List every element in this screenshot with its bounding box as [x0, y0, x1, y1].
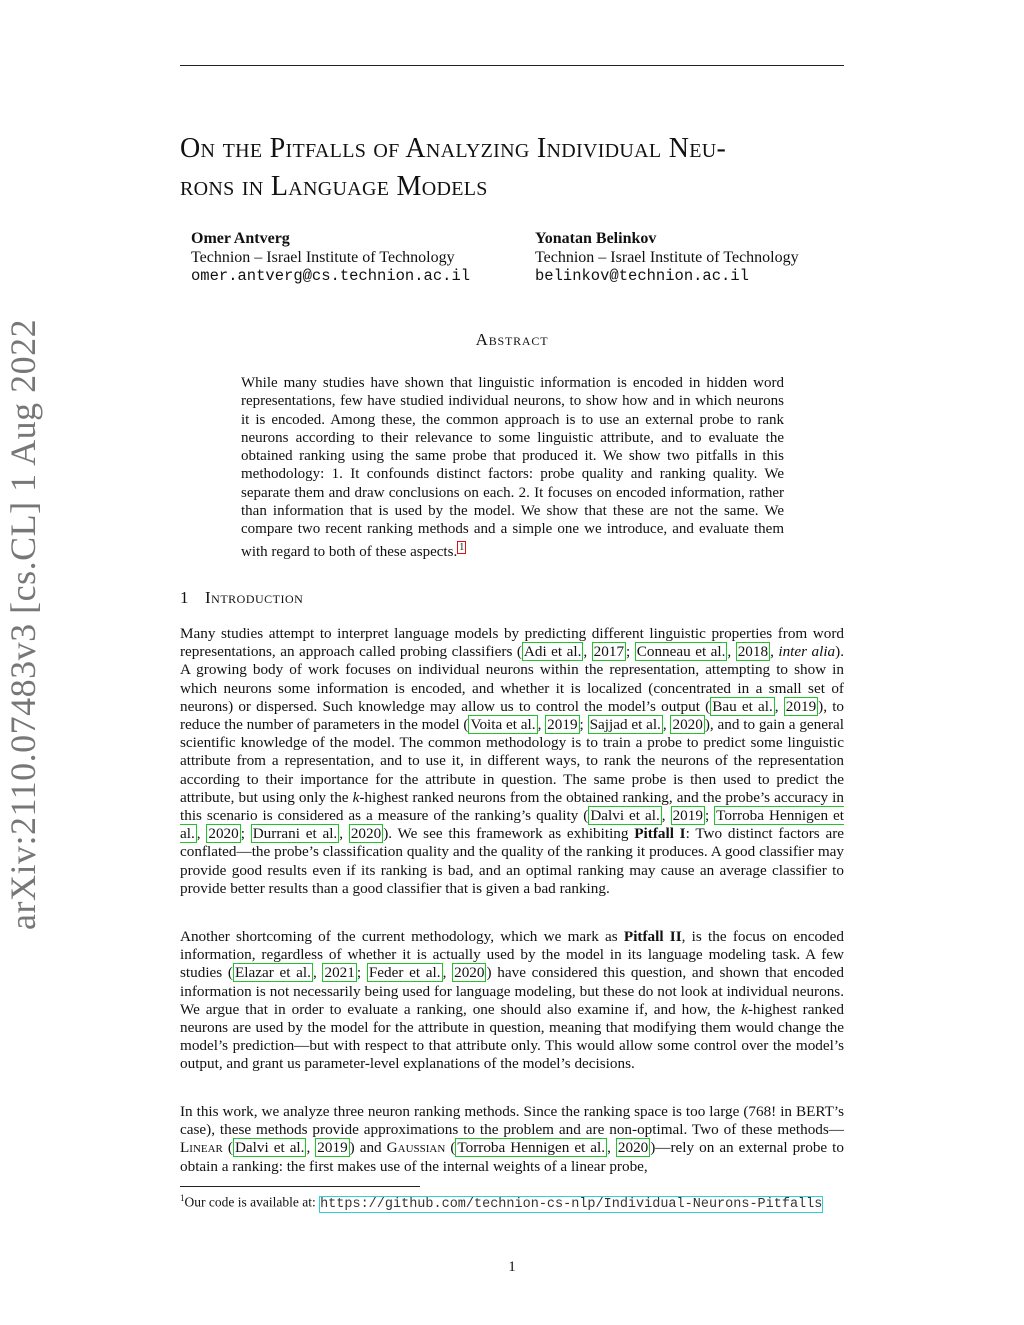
citation-link[interactable]: Durrani et al. — [252, 825, 338, 843]
text-run: )—rely on an external probe to obtain a ranking: the first makes use of the internal weights of a linear probe, — [180, 1139, 844, 1175]
citation-link[interactable]: Torroba Hennigen et al. — [180, 807, 844, 843]
title-line-2: rons in Language Models — [180, 171, 488, 202]
text-run: ( — [445, 1139, 456, 1157]
text-run: ), to reduce the number of parameters in the model ( — [180, 697, 845, 734]
text-run: , is the focus on encoded information, regardless of whether it is actually used by the model in its language modeling task. A few studies ( — [180, 928, 844, 982]
citation-link[interactable]: 2020 — [350, 825, 382, 843]
citation-link[interactable]: 2018 — [737, 643, 769, 661]
text-run: : Two distinct factors are conflated—the probe’s classification quality and the quality of the ranking it produces. A good classifier may provide good results even if its ranking is bad, and an optimal ranking may cause an average classifier to provide better results than a good classifier that is given a bad ranking. — [180, 825, 845, 897]
citation-link[interactable]: Conneau et al. — [636, 643, 726, 661]
citation-link[interactable]: 2020 — [672, 716, 703, 734]
citation-link[interactable]: Sajjad et al. — [589, 716, 661, 734]
citation-link[interactable]: 2020 — [208, 825, 239, 843]
citation-link[interactable]: 2019 — [547, 716, 578, 734]
abstract-text — [241, 374, 784, 561]
footnote-mark: 1 — [180, 1193, 185, 1203]
code-url-link[interactable]: https://github.com/technion-cs-nlp/Individual-Neurons-Pitfalls — [320, 1196, 823, 1212]
citation-link[interactable]: 2020 — [454, 964, 485, 982]
abstract-heading: Abstract — [475, 330, 549, 349]
section-title: Introduction — [205, 588, 304, 607]
page-number: 1 — [508, 1259, 516, 1275]
footnote-text: Our code is available at: — [184, 1194, 320, 1210]
top-rule — [180, 65, 844, 66]
citation-link[interactable]: Voita et al. — [470, 716, 536, 734]
author-affiliation: Technion – Israel Institute of Technology — [191, 249, 455, 266]
text-run: In this work, we analyze three neuron ranking methods. Since the ranking space is too large (768! in BERT’s case), these methods provide approximations to the problem and are non-optimal. Two of these methods— — [180, 1103, 844, 1139]
math-k: k — [741, 1000, 748, 1018]
abstract-body-text: While many studies have shown that linguistic information is encoded in hidden word representations, few have studied individual neurons, to show how and in which neurons it is encoded. Among these, the common approach is to use an external probe to rank neurons according to their relevance to some linguistic attribute, and to evaluate the obtained ranking using the same probe that produced it. We show two pitfalls in this methodology: 1. It confounds distinct factors: probe quality and ranking quality. We separate them and draw conclusions on each. 2. It focuses on encoded information, rather than information that is used by the model. We show that these are not the same. We compare two recent ranking methods and a simple one we introduce, and evaluate them with regard to both of these aspects. — [241, 375, 784, 560]
intro-paragraph-2: Another shortcoming of the current methodology, which we mark as Pitfall II, is the focus on encoded information, regardless of whether it is actually used by the model in its language modeling task. A few studies ( Elazar et al. , 2021 ; Feder et al. , 2020 ) have considered this question, and shown that encoded information is not necessarily being used for language modeling, but these do not look at individual neurons. We argue that in order to evaluate a ranking, one should also examine if, and how, the k-highest ranked neurons are used by the model for the attribute in question, meaning that modifying them would change the model’s prediction—but with respect to that attribute only. This would allow some control over the model’s output, and grant us parameter-level explanations of the model’s decisions. — [180, 928, 844, 1073]
text-run: ). A growing body of work focuses on individual neurons within the representation, attempting to show in which neurons some information is encoded, and whether it is localized (concentrated in a small set of neurons) or dispersed. Such knowledge may allow us to control the model’s output ( — [180, 643, 844, 715]
author-name: Yonatan Belinkov — [535, 230, 657, 247]
text-run: Another shortcoming of the current methodology, which we mark as — [180, 928, 624, 945]
method-name: Linear — [180, 1139, 223, 1157]
pitfall-label: Pitfall II — [623, 928, 682, 945]
footnote — [180, 1190, 848, 1213]
author-email: belinkov@technion.ac.il — [535, 267, 749, 285]
text-run: ) have considered this question, and shown that encoded information is not necessarily being used for language modeling, but these do not look at individual neurons. We argue that in order to evaluate a ranking, one should also examine if, and how, the — [180, 964, 844, 1018]
text-run: ) and — [349, 1139, 387, 1157]
citation-link[interactable]: 2019 — [785, 697, 817, 715]
text-run: inter alia — [778, 643, 836, 661]
author-email: omer.antverg@cs.technion.ac.il — [191, 267, 471, 285]
title-line-1: On the Pitfalls of Analyzing Individual Neu- — [180, 133, 727, 164]
citation-link[interactable]: Dalvi et al. — [590, 807, 660, 825]
citation-link[interactable]: 2019 — [317, 1139, 348, 1157]
footnote-ref-link[interactable]: 1 — [459, 541, 465, 553]
section-heading — [180, 588, 303, 608]
method-name: Gaussian — [386, 1139, 446, 1157]
author-name: Omer Antverg — [191, 230, 290, 247]
math-k: k — [352, 788, 360, 806]
citation-link[interactable]: Elazar et al. — [234, 964, 311, 982]
section-number: 1 — [180, 588, 189, 607]
citation-link[interactable]: 2017 — [593, 643, 625, 661]
text-run: Many studies attempt to interpret language models by predicting different linguistic properties from word representations, an approach called probing classifiers ( — [180, 625, 844, 661]
pitfall-label: Pitfall I — [634, 825, 686, 843]
text-run: ), and to gain a general scientific knowledge of the model. The common methodology is to train a probe to predict some linguistic attribute from a representation, and to use it, in different ways, to rank the neurons of the representation according to their importance for the attribute in question. The same probe is then used to predict the attribute, but using only the — [180, 716, 845, 806]
text-run: -highest ranked neurons are used by the model for the attribute in question, meaning that modifying them would change the model’s prediction—but with respect to that attribute only. This would allow some control over the model’s output, and grant us parameter-level explanations of the model’s decisions. — [180, 1000, 844, 1073]
citation-link[interactable]: Dalvi et al. — [234, 1139, 305, 1157]
intro-paragraph-1: Many studies attempt to interpret language models by predicting different linguistic properties from word representations, an approach called probing classifiers ( Adi et al. , 2017 ; Conneau et al. , 2018 , inter alia). A growing body of work focuses on individual neurons within the representation, attempting to show in which neurons some information is encoded, and whether it is localized (concentrated in a small set of neurons) or dispersed. Such knowledge may allow us to control the model’s output ( Bau et al. , 2019 ), to reduce the number of parameters in the model ( Voita et al. , 2019 ; Sajjad et al. , 2020 ), and to gain a general scientific knowledge of the model. The common methodology is to train a probe to predict some linguistic attribute from a representation, and to use it, in different ways, to rank the neurons of the representation according to their importance for the attribute in question. The same probe is then used to predict the attribute, but using only the k-highest ranked neurons from the obtained ranking, and the probe’s accuracy in this scenario is considered as a measure of the ranking’s quality ( Dalvi et al. , 2019 ; Torroba Hennigen et al. , 2020 ; Durrani et al. , 2020 ). We see this framework as exhibiting Pitfall I: Two distinct factors are conflated—the probe’s classification quality and the quality of the ranking it produces. A good classifier may provide good results even if its ranking is bad, and an optimal ranking may cause an average classifier to provide better results than a good classifier that is given a bad ranking. — [180, 625, 845, 897]
citation-link[interactable]: Bau et al. — [712, 697, 773, 715]
text-run: -highest ranked neurons from the obtained ranking, and the probe’s accuracy in this scenario is considered as a measure of the ranking’s quality ( — [180, 788, 844, 825]
intro-paragraph-3: In this work, we analyze three neuron ranking methods. Since the ranking space is too large (768! in BERT’s case), these methods provide approximations to the problem and are non-optimal. Two of these methods—Linear ( Dalvi et al. , 2019 ) and Gaussian ( Torroba Hennigen et al. , 2020 )—rely on an external probe to obtain a ranking: the first makes use of the internal weights of a linear probe, — [180, 1103, 844, 1175]
paper-title — [180, 130, 860, 206]
citation-link[interactable]: Feder et al. — [368, 964, 441, 982]
author-block — [191, 229, 470, 286]
text-run: ( — [222, 1139, 233, 1157]
citation-link[interactable]: 2020 — [617, 1139, 649, 1157]
citation-link[interactable]: Adi et al. — [523, 643, 582, 661]
author-affiliation: Technion – Israel Institute of Technology — [535, 249, 799, 266]
citation-link[interactable]: 2021 — [324, 964, 355, 982]
citation-link[interactable]: Torroba Hennigen et al. — [457, 1139, 606, 1157]
author-block — [535, 229, 799, 286]
arxiv-identifier: arXiv:2110.07483v3 [cs.CL] 1 Aug 2022 — [3, 318, 43, 930]
text-run: ). We see this framework as exhibiting — [383, 825, 635, 843]
footnote-rule — [180, 1186, 420, 1187]
citation-link[interactable]: 2019 — [672, 807, 703, 825]
